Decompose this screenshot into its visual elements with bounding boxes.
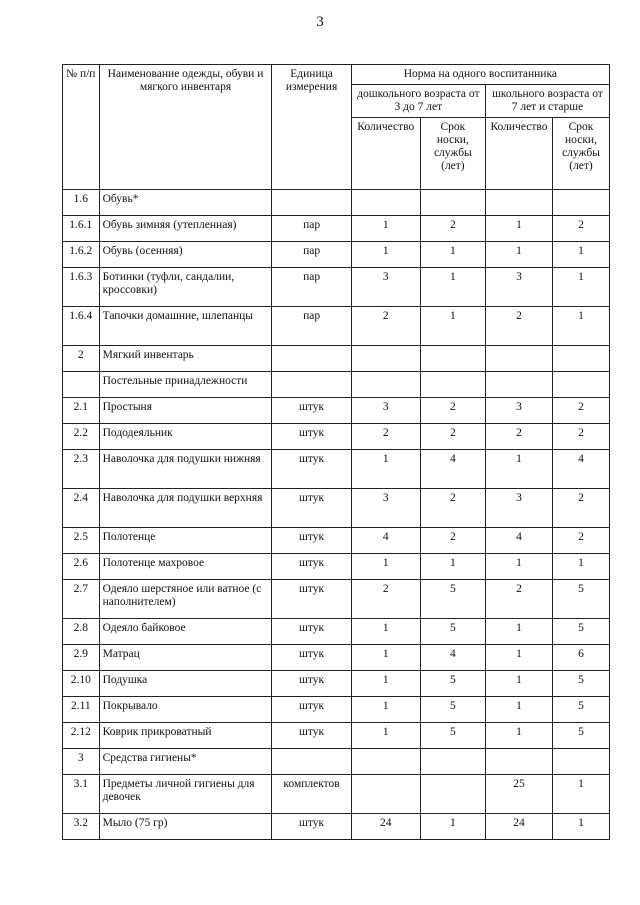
row-qty-preschool: 2	[351, 307, 420, 346]
row-qty-preschool: 24	[351, 814, 420, 840]
table-row	[63, 398, 610, 424]
row-qty-school: 1	[485, 242, 552, 268]
row-unit: штук	[272, 554, 351, 580]
row-term-preschool	[420, 372, 485, 398]
row-name: Постельные принадлежности	[99, 372, 272, 398]
row-number: 3.2	[63, 814, 100, 840]
row-term-preschool: 2	[420, 489, 485, 528]
row-name: Одеяло шерстяное или ватное (с наполнителем)	[99, 580, 272, 619]
row-qty-school	[485, 346, 552, 372]
row-unit: штук	[272, 580, 351, 619]
row-qty-preschool: 1	[351, 645, 420, 671]
row-qty-school: 3	[485, 398, 552, 424]
row-number: 3.1	[63, 775, 100, 814]
row-name: Одеяло байковое	[99, 619, 272, 645]
header-qty-1: Количество	[351, 118, 420, 190]
row-unit: штук	[272, 528, 351, 554]
table-row	[63, 346, 610, 372]
header-group-preschool: дошкольного возраста от 3 до 7 лет	[351, 85, 485, 118]
row-qty-preschool: 3	[351, 398, 420, 424]
table-row	[63, 190, 610, 216]
row-qty-school	[485, 190, 552, 216]
row-term-preschool	[420, 346, 485, 372]
table-row	[63, 619, 610, 645]
row-term-school	[553, 372, 610, 398]
row-qty-school: 1	[485, 645, 552, 671]
row-unit: пар	[272, 242, 351, 268]
table-row	[63, 749, 610, 775]
row-term-preschool: 1	[420, 242, 485, 268]
row-number: 2	[63, 346, 100, 372]
row-term-preschool: 2	[420, 398, 485, 424]
row-name: Тапочки домашние, шлепанцы	[99, 307, 272, 346]
row-name: Покрывало	[99, 697, 272, 723]
row-number	[63, 372, 100, 398]
row-number: 3	[63, 749, 100, 775]
row-name: Матрац	[99, 645, 272, 671]
row-term-school: 5	[553, 580, 610, 619]
header-name: Наименование одежды, обуви и мягкого инвентаря	[99, 65, 272, 190]
row-number: 2.1	[63, 398, 100, 424]
table-row	[63, 528, 610, 554]
row-name: Предметы личной гигиены для девочек	[99, 775, 272, 814]
row-name: Наволочка для подушки нижняя	[99, 450, 272, 489]
header-num: № п/п	[63, 65, 100, 190]
table-row	[63, 372, 610, 398]
row-term-preschool: 5	[420, 697, 485, 723]
row-qty-school	[485, 372, 552, 398]
row-name: Простыня	[99, 398, 272, 424]
row-unit	[272, 346, 351, 372]
row-unit: штук	[272, 697, 351, 723]
row-term-school: 6	[553, 645, 610, 671]
row-name: Ботинки (туфли, сандалии, кроссовки)	[99, 268, 272, 307]
row-term-school	[553, 190, 610, 216]
row-qty-preschool: 4	[351, 528, 420, 554]
row-number: 2.8	[63, 619, 100, 645]
table-row	[63, 489, 610, 528]
row-term-preschool: 5	[420, 580, 485, 619]
row-term-school: 5	[553, 697, 610, 723]
table-row	[63, 242, 610, 268]
row-number: 2.2	[63, 424, 100, 450]
row-term-school: 2	[553, 398, 610, 424]
row-term-preschool	[420, 190, 485, 216]
row-qty-school: 1	[485, 554, 552, 580]
row-term-school: 2	[553, 489, 610, 528]
table-row	[63, 645, 610, 671]
row-name: Наволочка для подушки верхняя	[99, 489, 272, 528]
row-qty-school: 1	[485, 671, 552, 697]
row-qty-school: 4	[485, 528, 552, 554]
row-qty-school: 1	[485, 216, 552, 242]
row-name: Средства гигиены*	[99, 749, 272, 775]
row-name: Обувь*	[99, 190, 272, 216]
table-row	[63, 450, 610, 489]
header-unit: Единица измерения	[272, 65, 351, 190]
row-term-preschool: 2	[420, 216, 485, 242]
header-qty-2: Количество	[485, 118, 552, 190]
table-row	[63, 216, 610, 242]
row-unit: комплектов	[272, 775, 351, 814]
row-unit: штук	[272, 489, 351, 528]
row-qty-preschool: 1	[351, 697, 420, 723]
row-unit: штук	[272, 645, 351, 671]
row-term-school: 1	[553, 814, 610, 840]
row-number: 1.6.2	[63, 242, 100, 268]
row-qty-school: 1	[485, 450, 552, 489]
table-row	[63, 723, 610, 749]
row-unit: пар	[272, 216, 351, 242]
row-qty-preschool: 1	[351, 554, 420, 580]
row-term-school: 5	[553, 619, 610, 645]
row-qty-preschool	[351, 190, 420, 216]
row-name: Пододеяльник	[99, 424, 272, 450]
row-number: 2.12	[63, 723, 100, 749]
row-term-school: 2	[553, 424, 610, 450]
row-qty-preschool: 1	[351, 216, 420, 242]
row-name: Коврик прикроватный	[99, 723, 272, 749]
row-qty-preschool: 3	[351, 489, 420, 528]
row-unit: штук	[272, 450, 351, 489]
row-number: 2.6	[63, 554, 100, 580]
row-qty-preschool: 1	[351, 723, 420, 749]
table-row	[63, 424, 610, 450]
row-term-preschool: 5	[420, 723, 485, 749]
row-term-preschool: 2	[420, 424, 485, 450]
row-qty-school: 3	[485, 489, 552, 528]
row-term-preschool	[420, 749, 485, 775]
row-qty-preschool	[351, 775, 420, 814]
row-number: 1.6.3	[63, 268, 100, 307]
row-name: Обувь зимняя (утепленная)	[99, 216, 272, 242]
row-qty-school: 2	[485, 580, 552, 619]
row-number: 2.5	[63, 528, 100, 554]
row-unit	[272, 749, 351, 775]
row-name: Обувь (осенняя)	[99, 242, 272, 268]
row-term-school: 4	[553, 450, 610, 489]
row-qty-preschool: 1	[351, 450, 420, 489]
row-unit	[272, 372, 351, 398]
header-group-school: школьного возраста от 7 лет и старше	[485, 85, 609, 118]
row-term-preschool: 4	[420, 450, 485, 489]
row-term-preschool: 2	[420, 528, 485, 554]
row-qty-school: 24	[485, 814, 552, 840]
row-name: Подушка	[99, 671, 272, 697]
row-term-school: 1	[553, 554, 610, 580]
row-qty-school: 2	[485, 424, 552, 450]
row-unit: пар	[272, 268, 351, 307]
row-number: 2.9	[63, 645, 100, 671]
norms-table	[62, 64, 610, 840]
row-term-school: 5	[553, 671, 610, 697]
table-row	[63, 775, 610, 814]
table-row	[63, 580, 610, 619]
table-row	[63, 307, 610, 346]
table-row	[63, 554, 610, 580]
row-qty-preschool: 2	[351, 580, 420, 619]
row-unit: штук	[272, 424, 351, 450]
row-unit: пар	[272, 307, 351, 346]
row-term-preschool	[420, 775, 485, 814]
row-term-preschool: 1	[420, 554, 485, 580]
table-row	[63, 697, 610, 723]
row-term-school: 1	[553, 307, 610, 346]
row-qty-preschool	[351, 346, 420, 372]
row-qty-preschool	[351, 749, 420, 775]
row-term-school: 1	[553, 242, 610, 268]
row-number: 1.6.4	[63, 307, 100, 346]
row-qty-school: 3	[485, 268, 552, 307]
row-number: 2.7	[63, 580, 100, 619]
row-unit: штук	[272, 814, 351, 840]
header-term-2: Срок носки, службы (лет)	[553, 118, 610, 190]
row-qty-preschool: 1	[351, 242, 420, 268]
header-term-1: Срок носки, службы (лет)	[420, 118, 485, 190]
row-term-school	[553, 749, 610, 775]
row-qty-school: 1	[485, 723, 552, 749]
row-number: 2.11	[63, 697, 100, 723]
row-qty-school: 1	[485, 697, 552, 723]
row-qty-school: 1	[485, 619, 552, 645]
row-name: Мягкий инвентарь	[99, 346, 272, 372]
row-number: 2.4	[63, 489, 100, 528]
page-number: 3	[316, 14, 324, 30]
row-term-preschool: 5	[420, 671, 485, 697]
row-name: Полотенце махровое	[99, 554, 272, 580]
row-name: Мыло (75 гр)	[99, 814, 272, 840]
row-unit: штук	[272, 671, 351, 697]
row-term-preschool: 5	[420, 619, 485, 645]
table-row	[63, 814, 610, 840]
row-term-preschool: 1	[420, 307, 485, 346]
row-number: 1.6.1	[63, 216, 100, 242]
row-qty-preschool: 1	[351, 619, 420, 645]
table-row	[63, 671, 610, 697]
row-term-school: 1	[553, 775, 610, 814]
row-qty-preschool: 2	[351, 424, 420, 450]
row-number: 2.3	[63, 450, 100, 489]
row-unit	[272, 190, 351, 216]
row-number: 2.10	[63, 671, 100, 697]
row-term-school	[553, 346, 610, 372]
row-name: Полотенце	[99, 528, 272, 554]
row-qty-preschool: 3	[351, 268, 420, 307]
row-qty-preschool	[351, 372, 420, 398]
row-number: 1.6	[63, 190, 100, 216]
row-term-preschool: 1	[420, 814, 485, 840]
row-unit: штук	[272, 398, 351, 424]
row-term-school: 5	[553, 723, 610, 749]
row-term-school: 2	[553, 216, 610, 242]
row-term-preschool: 4	[420, 645, 485, 671]
row-unit: штук	[272, 619, 351, 645]
row-term-school: 1	[553, 268, 610, 307]
row-unit: штук	[272, 723, 351, 749]
row-term-preschool: 1	[420, 268, 485, 307]
row-qty-school: 2	[485, 307, 552, 346]
row-term-school: 2	[553, 528, 610, 554]
table-row	[63, 268, 610, 307]
row-qty-school: 25	[485, 775, 552, 814]
header-norm: Норма на одного воспитанника	[351, 65, 609, 85]
row-qty-preschool: 1	[351, 671, 420, 697]
row-qty-school	[485, 749, 552, 775]
